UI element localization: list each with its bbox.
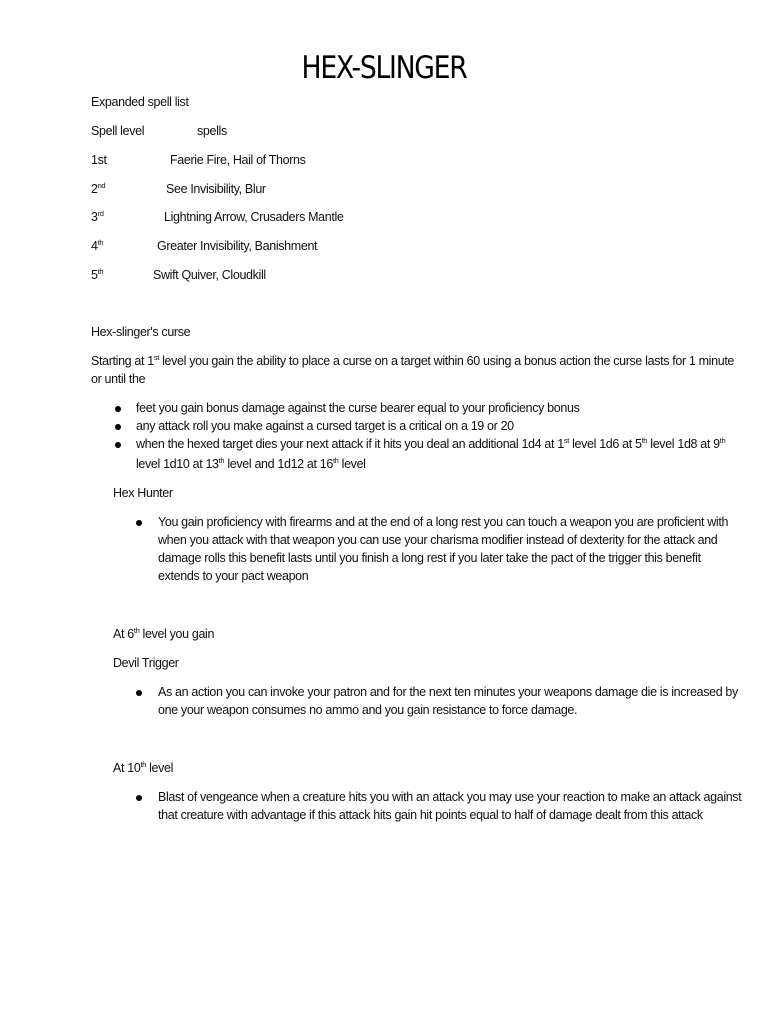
- spell-row-spells: Lightning Arrow, Crusaders Mantle: [164, 210, 344, 224]
- spell-row-level: 3rd: [91, 208, 104, 224]
- expanded-spell-list-label: Expanded spell list: [91, 95, 189, 109]
- col-spells: spells: [197, 124, 227, 138]
- curse-heading: Hex-slinger's curse: [91, 325, 191, 339]
- page-title: HEX-SLINGER: [301, 50, 467, 86]
- bullet-icon: [136, 520, 142, 526]
- bullet-icon: [115, 424, 121, 430]
- bullet-icon: [136, 690, 142, 696]
- spell-row-spells: Swift Quiver, Cloudkill: [153, 268, 266, 282]
- hex-hunter-line: extends to your pact weapon: [158, 569, 309, 583]
- spell-row-spells: Faerie Fire, Hail of Thorns: [170, 153, 306, 167]
- spell-row-spells: See Invisibility, Blur: [166, 182, 266, 196]
- spell-row-level: 4th: [91, 237, 104, 253]
- hex-hunter-line: when you attack with that weapon you can use your charisma modifier instead of dexterity for the attack and: [158, 533, 718, 547]
- devil-trigger-heading: Devil Trigger: [113, 656, 179, 670]
- vengeance-line: Blast of vengeance when a creature hits you with an attack you may use your reaction to make an attack against: [158, 790, 742, 804]
- devil-trigger-line: one your weapon consumes no ammo and you gain resistance to force damage.: [158, 703, 578, 717]
- spell-row-level: 2nd: [91, 180, 106, 196]
- level-6-heading: At 6th level you gain: [113, 625, 215, 641]
- level-10-heading: At 10th level: [113, 759, 174, 775]
- hex-hunter-line: You gain proficiency with firearms and at the end of a long rest you can touch a weapon you are proficient with: [158, 515, 729, 529]
- spell-row-spells: Greater Invisibility, Banishment: [157, 239, 318, 253]
- spell-row-level: 5th: [91, 266, 104, 282]
- devil-trigger-line: As an action you can invoke your patron and for the next ten minutes your weapons damage die is increased by: [158, 685, 738, 699]
- bullet-icon: [115, 406, 121, 412]
- curse-bullet-1: feet you gain bonus damage against the curse bearer equal to your proficiency bonus: [136, 401, 580, 415]
- hex-hunter-heading: Hex Hunter: [113, 486, 173, 500]
- col-spell-level: Spell level: [91, 124, 145, 138]
- curse-bullet-3-line2: level 1d10 at 13th level and 1d12 at 16th level: [136, 455, 366, 471]
- vengeance-line: that creature with advantage if this attack hits gain hit points equal to half of damage dealt from this attack: [158, 808, 703, 822]
- curse-intro-line1: Starting at 1st level you gain the ability to place a curse on a target within 60 using a bonus action the curse lasts for 1 minute: [91, 352, 735, 368]
- bullet-icon: [115, 442, 121, 448]
- curse-bullet-2: any attack roll you make against a cursed target is a critical on a 19 or 20: [136, 419, 514, 433]
- hex-hunter-line: damage rolls this benefit lasts until you finish a long rest if you later take the pact of the trigger this benefit: [158, 551, 701, 565]
- spell-row-level: 1st: [91, 153, 107, 167]
- curse-bullet-3-line1: when the hexed target dies your next attack if it hits you deal an additional 1d4 at 1st level 1d6 at 5th level 1d8 at 9th: [136, 435, 726, 451]
- curse-intro-line2: or until the: [91, 372, 146, 386]
- bullet-icon: [136, 795, 142, 801]
